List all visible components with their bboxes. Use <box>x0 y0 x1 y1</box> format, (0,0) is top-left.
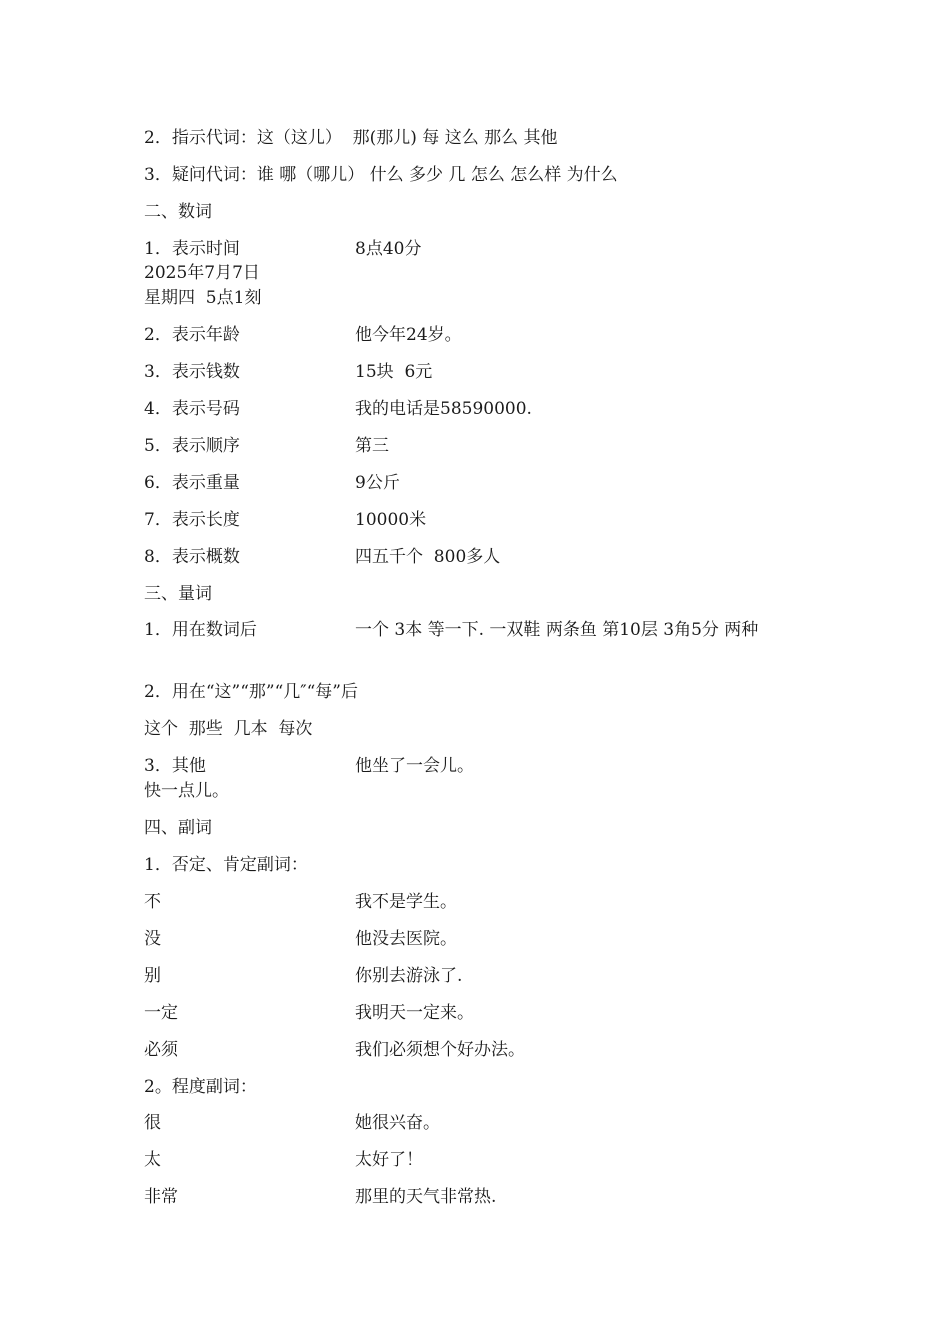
adverb-word: 没 <box>144 929 161 949</box>
adverb-word: 非常 <box>144 1187 178 1207</box>
adverb-example: 他没去医院。 <box>355 929 457 949</box>
numeral-length-label: 7．表示长度 <box>144 510 240 530</box>
measure-after-demonstrative-label: 2．用在“这”“那”“几″“每”后 <box>144 682 359 702</box>
numeral-age-label: 2．表示年龄 <box>144 325 240 345</box>
adverb-example: 那里的天气非常热. <box>355 1187 497 1207</box>
measure-after-demonstrative-examples: 这个 那些 几本 每次 <box>144 719 313 739</box>
adverb-word: 很 <box>144 1113 161 1133</box>
numeral-approx-label: 8．表示概数 <box>144 547 240 567</box>
adverb-example: 我不是学生。 <box>355 892 457 912</box>
numeral-time-date: 2025年7月7日 <box>144 263 260 283</box>
measure-other-label: 3．其他 <box>144 756 206 776</box>
numeral-number-value: 我的电话是58590000. <box>355 399 532 419</box>
adverb-example: 我们必须想个好办法。 <box>355 1040 525 1060</box>
numeral-time-weekday: 星期四 5点1刻 <box>144 288 262 308</box>
adverb-word: 必须 <box>144 1040 178 1060</box>
numeral-money-value: 15块 6元 <box>355 362 433 382</box>
numeral-order-label: 5．表示顺序 <box>144 436 240 456</box>
negation-adverbs-title: 1．否定、肯定副词： <box>144 855 308 875</box>
measure-after-numeral-label: 1．用在数词后 <box>144 620 257 640</box>
section-heading-adverbs: 四、副词 <box>144 818 212 838</box>
numeral-length-value: 10000米 <box>355 510 427 530</box>
demonstrative-pronouns-line: 2．指示代词：这（这儿） 那(那儿) 每 这么 那么 其他 <box>144 128 558 148</box>
adverb-example: 她很兴奋。 <box>355 1113 440 1133</box>
measure-other-value: 他坐了一会儿。 <box>355 756 474 776</box>
measure-other-line2: 快一点儿。 <box>144 781 229 801</box>
adverb-example: 我明天一定来。 <box>355 1003 474 1023</box>
numeral-order-value: 第三 <box>355 436 389 456</box>
degree-adverbs-title: 2。程度副词： <box>144 1077 257 1097</box>
measure-after-numeral-item <box>144 618 804 643</box>
numeral-age-value: 他今年24岁。 <box>355 325 462 345</box>
adverb-example: 你别去游泳了. <box>355 966 463 986</box>
numeral-time-value: 8点40分 <box>355 239 422 259</box>
adverb-word: 太 <box>144 1150 161 1170</box>
numeral-money-label: 3．表示钱数 <box>144 362 240 382</box>
numeral-weight-value: 9公斤 <box>355 473 400 493</box>
measure-after-numeral-value: 一个 3本 等一下. 一双鞋 两条鱼 第10层 3角5分 两种 <box>355 620 759 640</box>
numeral-number-label: 4．表示号码 <box>144 399 240 419</box>
adverb-example: 太好了！ <box>355 1150 423 1170</box>
numeral-approx-value: 四五千个 800多人 <box>355 547 501 567</box>
section-heading-numerals: 二、数词 <box>144 202 212 222</box>
numeral-time-label: 1．表示时间 <box>144 239 240 259</box>
section-heading-measure-words: 三、量词 <box>144 584 212 604</box>
interrogative-pronouns-line: 3．疑问代词：谁 哪（哪儿） 什么 多少 几 怎么 怎么样 为什么 <box>144 165 618 185</box>
adverb-word: 别 <box>144 966 161 986</box>
adverb-word: 一定 <box>144 1003 178 1023</box>
adverb-word: 不 <box>144 892 161 912</box>
numeral-weight-label: 6．表示重量 <box>144 473 240 493</box>
